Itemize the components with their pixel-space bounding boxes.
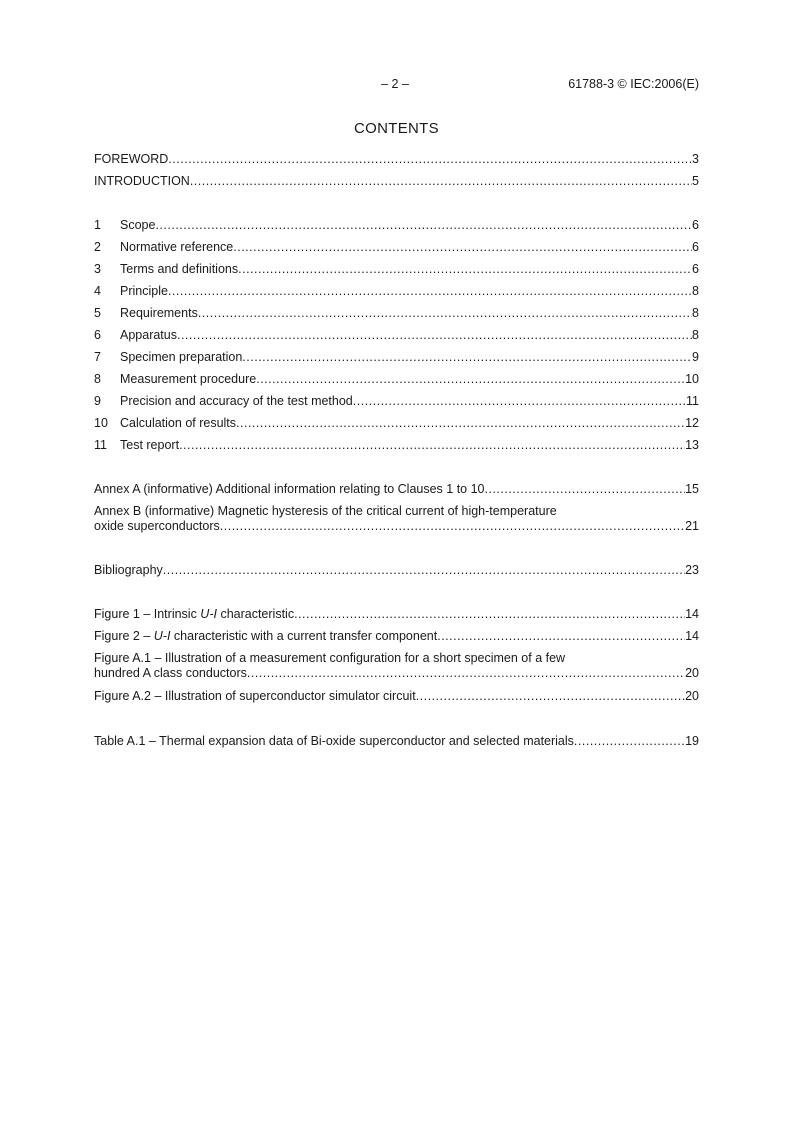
- toc-entry-clause-8[interactable]: [94, 368, 699, 390]
- toc-entry-label-line1: Annex B (informative) Magnetic hysteresis of the critical current of high-temperature: [94, 504, 557, 518]
- toc-entry-page: 11: [686, 394, 699, 408]
- figure-caption-prefix: Figure 1 – Intrinsic: [94, 607, 201, 621]
- toc-entry-label: Principle: [120, 284, 168, 298]
- toc-entry-label: Precision and accuracy of the test method: [120, 394, 353, 408]
- dot-leader: [238, 258, 692, 280]
- toc-entry-label: Normative reference: [120, 240, 234, 254]
- toc-entry-label: Measurement procedure: [120, 372, 257, 386]
- toc-entry-clause-6[interactable]: [94, 324, 699, 346]
- toc-entry-figure-1[interactable]: [94, 603, 699, 625]
- toc-entry-clause-7[interactable]: [94, 346, 699, 368]
- toc-entry-label: FOREWORD: [94, 152, 169, 166]
- toc-entry-page: 6: [692, 262, 699, 276]
- toc-entry-label: Specimen preparation: [120, 350, 243, 364]
- toc-entry-label-line1: Figure A.1 – Illustration of a measurement configuration for a short specimen of a few: [94, 651, 566, 665]
- dot-leader: [190, 170, 692, 192]
- toc-entry-label: Apparatus: [120, 328, 177, 342]
- clause-number: 5: [94, 306, 101, 320]
- toc-entry-label: Terms and definitions: [120, 262, 239, 276]
- document-reference: 61788-3 © IEC:2006(E): [568, 77, 699, 91]
- toc-tables: [94, 730, 699, 752]
- toc-entry-clause-11[interactable]: [94, 434, 699, 456]
- dot-leader: [220, 519, 685, 534]
- toc-entry-page: 20: [685, 689, 699, 703]
- toc-entry-clause-10[interactable]: [94, 412, 699, 434]
- figure-caption-suffix: characteristic with a current transfer component: [170, 629, 438, 643]
- toc-entry-clause-3[interactable]: [94, 258, 699, 280]
- dot-leader: [353, 390, 686, 412]
- dot-leader: [177, 324, 692, 346]
- clause-number: 6: [94, 328, 101, 342]
- toc-entry-introduction[interactable]: [94, 170, 699, 192]
- toc-entry-clause-5[interactable]: [94, 302, 699, 324]
- toc-front-matter: [94, 148, 699, 192]
- toc-entry-label: Annex A (informative) Additional information relating to Clauses 1 to 10: [94, 482, 485, 496]
- dot-leader: [179, 434, 685, 456]
- dot-leader: [155, 214, 692, 236]
- clause-number: 10: [94, 416, 108, 430]
- toc-entry-label: Bibliography: [94, 563, 163, 577]
- toc-entry-clause-1[interactable]: [94, 214, 699, 236]
- page-number: – 2 –: [381, 77, 409, 91]
- clause-number: 11: [94, 438, 107, 452]
- toc-entry-clause-4[interactable]: [94, 280, 699, 302]
- toc-entry-page: 13: [685, 438, 699, 452]
- toc-entry-page: 9: [692, 350, 699, 364]
- toc-entry-page: 8: [692, 284, 699, 298]
- clause-number: 4: [94, 284, 101, 298]
- toc-entry-figure-2[interactable]: [94, 625, 699, 647]
- toc-entry-bibliography[interactable]: [94, 559, 699, 581]
- figure-caption-suffix: characteristic: [216, 607, 295, 621]
- dot-leader: [574, 730, 685, 752]
- toc-entry-label: INTRODUCTION: [94, 174, 190, 188]
- toc-entry-annex-a[interactable]: [94, 478, 699, 500]
- toc-entry-page: 19: [685, 734, 699, 748]
- toc-entry-page: 21: [685, 519, 699, 533]
- dot-leader: [256, 368, 685, 390]
- clause-number: 2: [94, 240, 101, 254]
- toc-entry-label: Calculation of results: [120, 416, 237, 430]
- dot-leader: [163, 559, 685, 581]
- toc-entry-label: Figure A.2 – Illustration of superconductor simulator circuit: [94, 689, 416, 703]
- toc-entry-page: 10: [685, 372, 699, 386]
- clause-number: 8: [94, 372, 101, 386]
- clause-number: 7: [94, 350, 101, 364]
- dot-leader: [242, 346, 692, 368]
- toc-entry-figure-a1[interactable]: [94, 651, 699, 681]
- dot-leader: [437, 625, 685, 647]
- toc-entry-page: 14: [685, 607, 699, 621]
- dot-leader: [233, 236, 692, 258]
- toc-figures: [94, 603, 699, 707]
- toc-entry-label: [94, 603, 294, 625]
- dot-leader: [485, 478, 686, 500]
- toc-entry-clause-2[interactable]: [94, 236, 699, 258]
- toc-entry-page: 15: [685, 482, 699, 496]
- dot-leader: [198, 302, 692, 324]
- toc-entry-annex-b[interactable]: [94, 504, 699, 534]
- toc-entry-page: 20: [685, 666, 699, 680]
- toc-entry-clause-9[interactable]: [94, 390, 699, 412]
- toc-entry-label: Test report: [120, 438, 180, 452]
- toc-entry-page: 8: [692, 328, 699, 342]
- toc-entry-page: 6: [692, 240, 699, 254]
- figure-caption-prefix: Figure 2 –: [94, 629, 154, 643]
- toc-annexes: [94, 478, 699, 538]
- clause-number: 1: [94, 218, 101, 232]
- figure-caption-italic: U-I: [200, 607, 217, 621]
- toc-entry-figure-a2[interactable]: [94, 685, 699, 707]
- toc-entry-label: Scope: [120, 218, 156, 232]
- dot-leader: [168, 280, 692, 302]
- toc-entry-label-line2: hundred A class conductors: [94, 666, 247, 680]
- toc-entry-page: 5: [692, 174, 699, 188]
- toc-entry-page: 3: [692, 152, 699, 166]
- toc-clauses: [94, 214, 699, 456]
- toc-bibliography: [94, 559, 699, 581]
- dot-leader: [416, 685, 685, 707]
- toc-entry-label-line2: oxide superconductors: [94, 519, 220, 533]
- figure-caption-italic: U-I: [153, 629, 171, 643]
- dot-leader: [168, 148, 692, 170]
- toc-entry-page: 14: [685, 629, 699, 643]
- toc-entry-page: 8: [692, 306, 699, 320]
- dot-leader: [236, 412, 685, 434]
- clause-number: 9: [94, 394, 101, 408]
- dot-leader: [294, 603, 685, 625]
- dot-leader: [247, 666, 685, 681]
- toc-entry-foreword[interactable]: [94, 148, 699, 170]
- toc-entry-label: Table A.1 – Thermal expansion data of Bi-oxide superconductor and selected materials: [94, 734, 574, 748]
- toc-entry-page: 6: [692, 218, 699, 232]
- toc-entry-label: [94, 625, 437, 647]
- clause-number: 3: [94, 262, 101, 276]
- toc-entry-page: 12: [685, 416, 699, 430]
- page-title: CONTENTS: [354, 120, 439, 137]
- toc-entry-page: 23: [685, 563, 699, 577]
- toc-entry-label: Requirements: [120, 306, 198, 320]
- toc-entry-table-a1[interactable]: [94, 730, 699, 752]
